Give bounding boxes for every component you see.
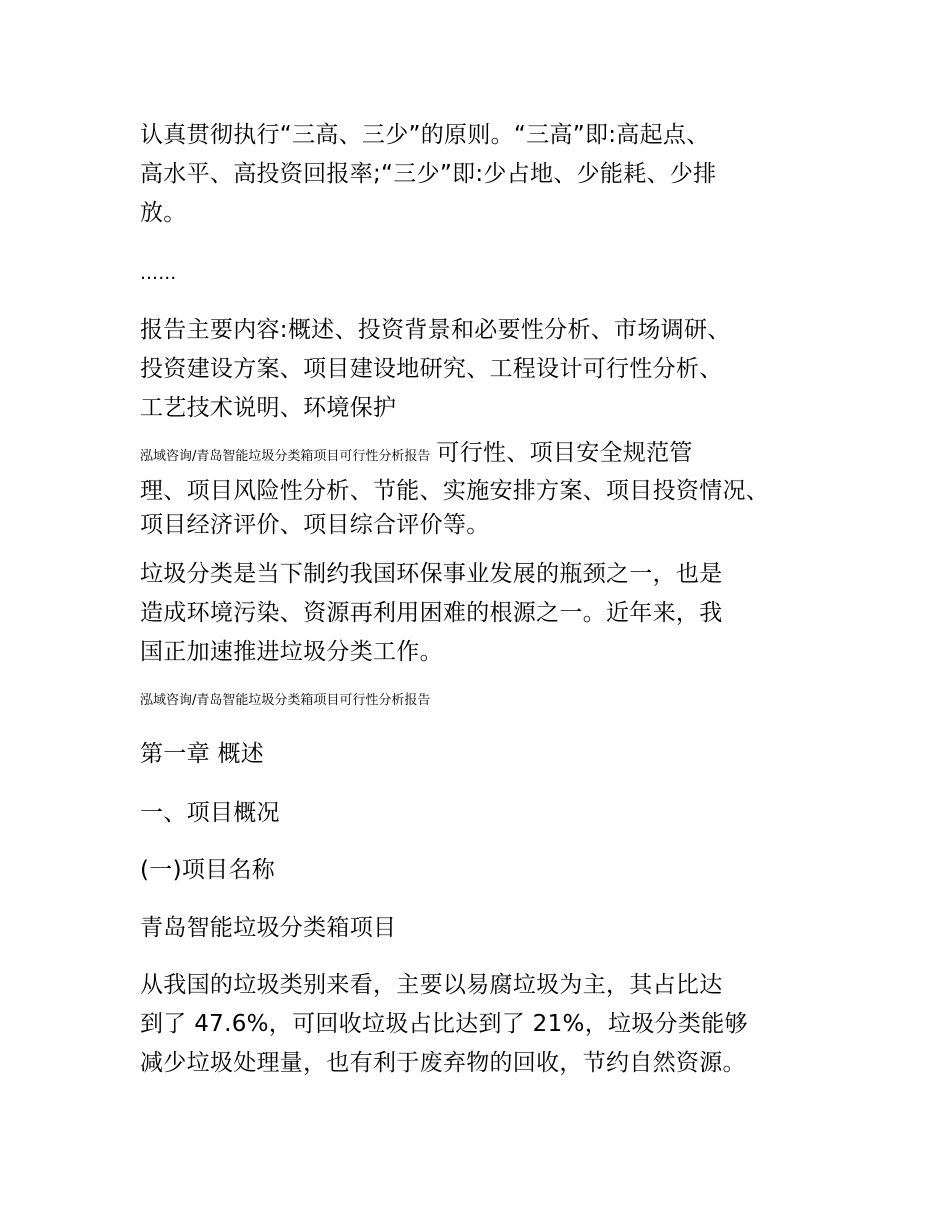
text-line: 国正加速推进垃圾分类工作。 bbox=[140, 639, 443, 665]
text-line: 理、项目风险性分析、节能、实施安排方案、项目投资情况、 bbox=[140, 478, 770, 504]
text-line: 减少垃圾处理量，也有利于废弃物的回收，节约自然资源。 bbox=[140, 1050, 746, 1076]
inline-running-header: 泓域咨询/青岛智能垃圾分类箱项目可行性分析报告 bbox=[140, 449, 431, 464]
background-paragraph bbox=[140, 555, 723, 672]
principle-paragraph bbox=[140, 116, 716, 233]
text-line: 放。 bbox=[140, 200, 187, 226]
text-line: 投资建设方案、项目建设地研究、工程设计可行性分析、 bbox=[140, 356, 723, 382]
running-header: 泓域咨询/青岛智能垃圾分类箱项目可行性分析报告 bbox=[140, 693, 431, 708]
text-line: 高水平、高投资回报率;“三少”即:少占地、少能耗、少排 bbox=[140, 161, 717, 187]
text-line: 垃圾分类是当下制约我国环保事业发展的瓶颈之一，也是 bbox=[140, 561, 723, 587]
text-line: 认真贯彻执行“三高、三少”的原则。“三高”即:高起点、 bbox=[140, 122, 710, 148]
contents-continuation bbox=[140, 436, 769, 542]
chapter-heading: 第一章 概述 bbox=[140, 741, 265, 767]
document-page bbox=[140, 0, 830, 1230]
text-line bbox=[140, 436, 769, 474]
section-heading: 一、项目概况 bbox=[140, 800, 280, 826]
text-line: 项目经济评价、项目综合评价等。 bbox=[140, 512, 490, 538]
text-fragment: 可行性、项目安全规范管 bbox=[436, 440, 693, 466]
text-line: 从我国的垃圾类别来看，主要以易腐垃圾为主，其占比达 bbox=[140, 972, 723, 998]
text-line: 造成环境污染、资源再利用困难的根源之一。近年来，我 bbox=[140, 600, 723, 626]
text-line: 工艺技术说明、环境保护 bbox=[140, 395, 397, 421]
subsection-heading: (一)项目名称 bbox=[140, 857, 276, 883]
text-line: 报告主要内容:概述、投资背景和必要性分析、市场调研、 bbox=[140, 317, 731, 343]
contents-paragraph bbox=[140, 311, 731, 428]
text-line: 到了 47.6%，可回收垃圾占比达到了 21%，垃圾分类能够 bbox=[140, 1011, 748, 1037]
project-name: 青岛智能垃圾分类箱项目 bbox=[140, 915, 397, 941]
statistics-paragraph bbox=[140, 966, 748, 1083]
ellipsis: …… bbox=[140, 263, 177, 284]
